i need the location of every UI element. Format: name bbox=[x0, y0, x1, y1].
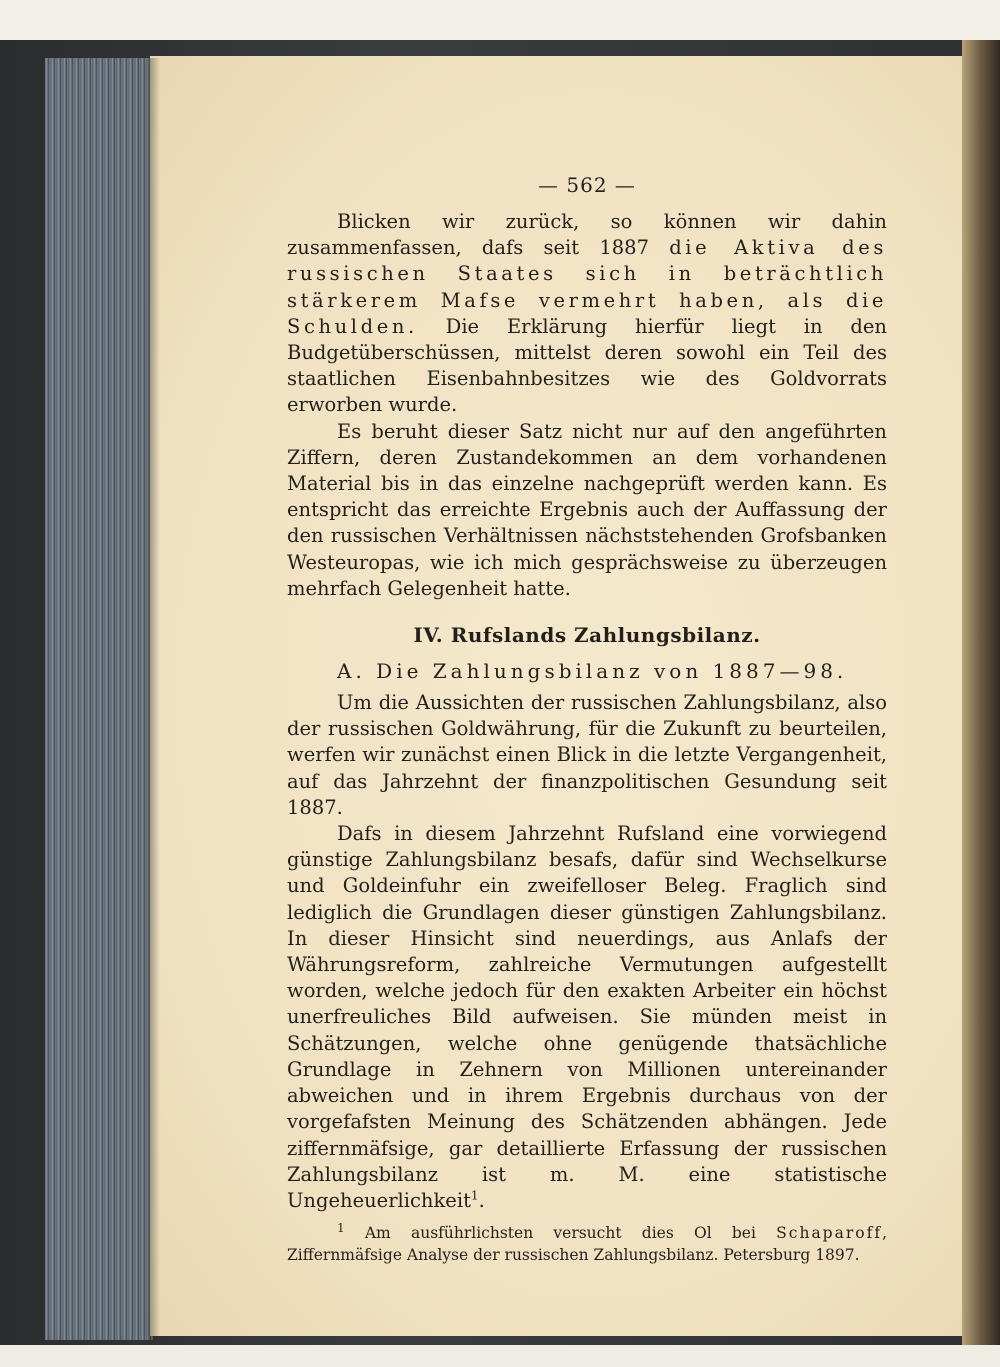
paragraph-3: Um die Aussichten der russischen Zahlungsbilanz, also der russischen Goldwährung, für die Zukunft zu beurteilen, werfen wir zunächst einen Blick in die letzte Vergangenheit, auf das Jahrzehnt der finanzpolitischen Gesundung seit 1887. bbox=[287, 691, 887, 819]
page-number: — 562 — bbox=[538, 173, 636, 197]
footnote-text-start: Am ausführlichsten versucht dies Ol bei bbox=[344, 1224, 777, 1243]
page-stack-edge bbox=[45, 58, 153, 1340]
paragraph-1 bbox=[287, 209, 887, 419]
footnote-mark: 1 bbox=[337, 1220, 345, 1235]
facing-page-edge bbox=[962, 40, 1000, 1345]
subsection-heading: A. Die Zahlungsbilanz von 1887—98. bbox=[337, 659, 848, 684]
footnote-reference: 1 bbox=[470, 1188, 479, 1203]
paragraph-4-text: Dafs in diesem Jahrzehnt Rufsland eine vorwiegend günstige Zahlungsbilanz besafs, dafür sind Wechselkurse und Goldeinfuhr ein zweifelloser Beleg. Fraglich sind lediglich die Grundlagen dieser günstigen Zahlungsbilanz. In dieser Hinsicht sind neuerdings, aus Anlafs der Währungsreform, zahlreiche Vermutungen aufgestellt worden, welche jedoch für den exakten Arbeiter ein höchst unerfreuliches Bild aufweisen. Sie münden meist in Schätzungen, welche ohne genügende thatsächliche Grundlage in Zehnern von Millionen untereinander abweichen und in ihrem Ergebnis durchaus von der vorgefafsten Meinung des Schätzenden abhängen. Jede ziffernmäfsige, gar detaillierte Erfassung der russischen Zahlungsbilanz ist m. M. eine statistische Ungeheuerlichkeit bbox=[287, 822, 887, 1212]
paragraph-2: Es beruht dieser Satz nicht nur auf den angeführten Ziffern, deren Zustandekommen an dem vorhandenen Material bis in das einzelne nachgeprüft werden kann. Es entspricht das erreichte Ergebnis auch der Auffassung der den russischen Verhältnissen nächststehenden Grofsbanken Westeuropas, wie ich mich gesprächsweise zu überzeugen mehrfach Gelegenheit hatte. bbox=[287, 419, 887, 600]
paragraph-1-start: Blicken wir zurück, so können wir dahin zusammenfassen, dafs seit 1887 bbox=[287, 210, 887, 260]
scan-background-top bbox=[0, 0, 1000, 40]
paragraph-1-emphasis: die Aktiva des russischen Staates sich in beträchtlich stärkerem Mafse vermehrt haben, als die Schulden. bbox=[287, 236, 887, 338]
scan-background-bottom bbox=[0, 1345, 1000, 1367]
footnote bbox=[287, 1222, 887, 1266]
footnote-text-end: , Ziffernmäfsige Analyse der russischen Zahlungsbilanz. Petersburg 1897. bbox=[287, 1224, 887, 1265]
paragraph-4 bbox=[287, 821, 887, 1214]
gutter-shadow bbox=[148, 58, 160, 1340]
section-heading: IV. Rufslands Zahlungsbilanz. bbox=[413, 623, 761, 648]
footnote-author: Schaparoff bbox=[776, 1224, 883, 1243]
page-text bbox=[287, 165, 887, 1282]
paragraph-1-end: Die Erklärung hierfür liegt in den Budgetüberschüssen, mittelst deren sowohl ein Teil des staatlichen Eisenbahnbesitzes wie des Goldvorrats erworben wurde. bbox=[287, 314, 887, 417]
paragraph-4-end: . bbox=[478, 1188, 485, 1212]
